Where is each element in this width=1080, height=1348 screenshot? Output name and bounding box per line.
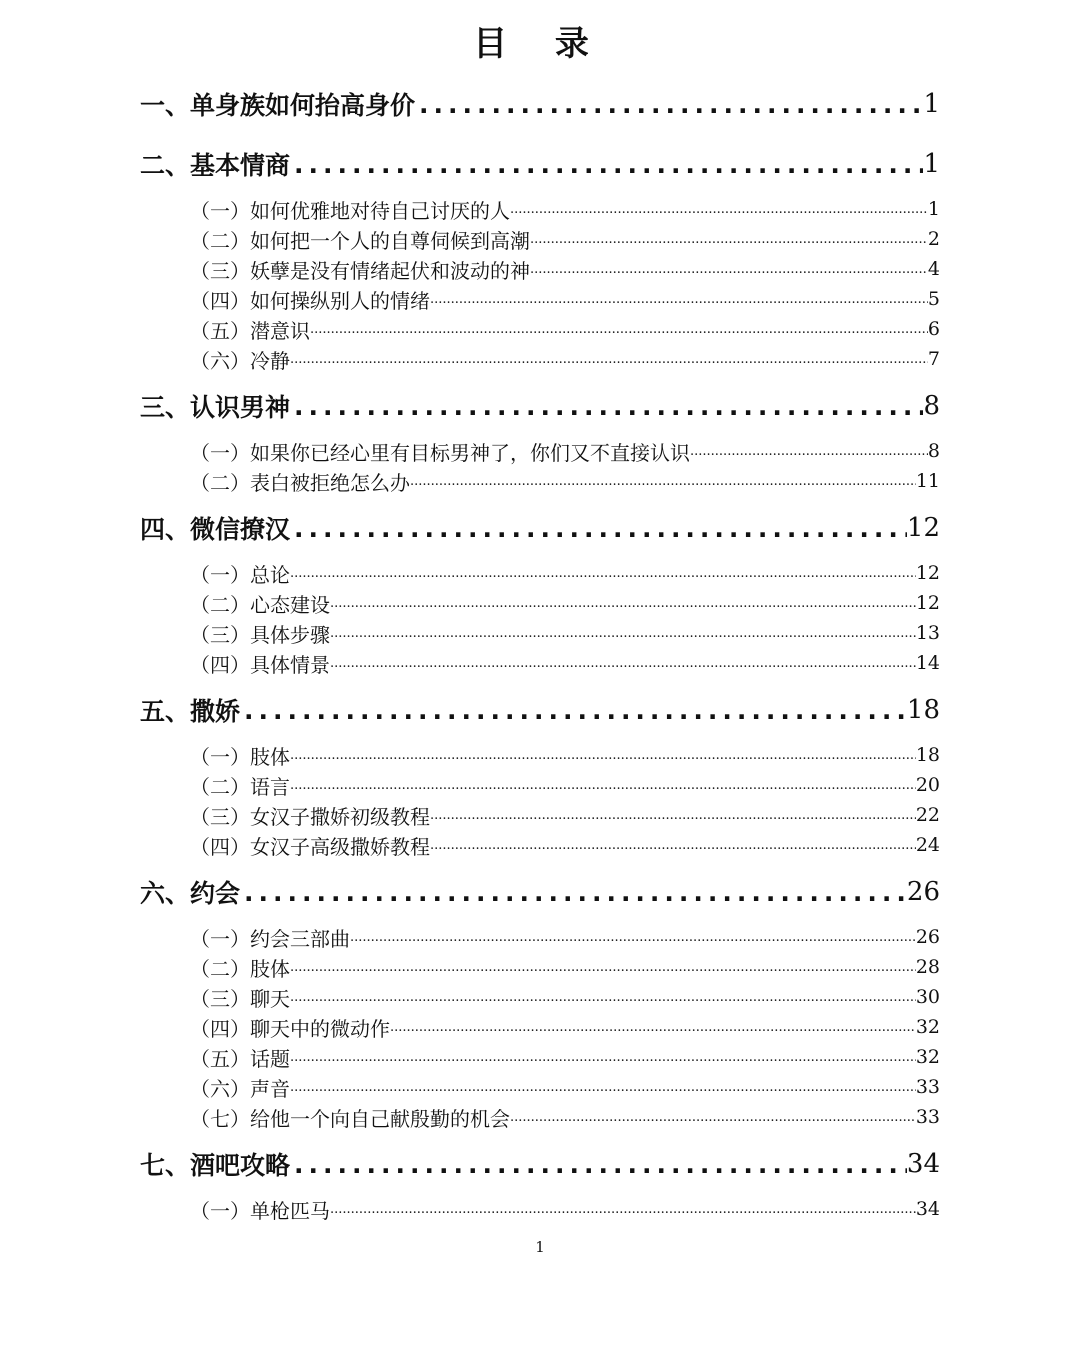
toc-dot-leader — [410, 474, 916, 489]
toc-subsection-label: （四）女汉子高级撒娇教程 — [190, 834, 430, 859]
toc-dot-leader — [290, 514, 907, 543]
toc-subsection-page: 2 — [927, 228, 940, 250]
toc-subsection-entry[interactable] — [140, 588, 940, 618]
toc-subsection-page: 32 — [915, 1016, 940, 1038]
toc-subsection-entry[interactable] — [140, 648, 940, 678]
toc-subsection-label: （三）女汉子撒娇初级教程 — [190, 804, 430, 829]
toc-subsection-label: （六）声音 — [190, 1076, 290, 1101]
toc-section — [140, 680, 940, 860]
toc-subsection-entry[interactable] — [140, 466, 940, 496]
toc-subsection-label: （六）冷静 — [190, 348, 290, 373]
toc-dot-leader — [690, 444, 928, 459]
toc-subsection-label: （一）约会三部曲 — [190, 926, 350, 951]
toc-subsection-page: 6 — [927, 318, 940, 340]
toc-subsection-label: （三）妖孽是没有情绪起伏和波动的神 — [190, 258, 530, 283]
toc-subsection-page: 26 — [915, 926, 940, 948]
toc-chapter-entry[interactable] — [140, 134, 940, 194]
toc-subsection-entry[interactable] — [140, 1012, 940, 1042]
toc-chapter-page: 12 — [906, 513, 940, 543]
toc-dot-leader — [510, 202, 928, 217]
toc-subsection-page: 12 — [915, 592, 940, 614]
toc-dot-leader — [330, 1202, 916, 1217]
toc-subsection-page: 12 — [915, 562, 940, 584]
toc-subsection-page: 7 — [927, 348, 940, 370]
page-number: 1 — [535, 1238, 545, 1256]
toc-dot-leader — [290, 566, 916, 581]
toc-chapter-label: 七、酒吧攻略 — [140, 1151, 291, 1180]
toc-subsection-label: （四）具体情景 — [190, 652, 330, 677]
toc-chapter-label: 四、微信撩汉 — [140, 515, 291, 544]
toc-dot-leader — [430, 808, 916, 823]
toc-section — [140, 74, 940, 134]
toc-subsection-entry[interactable] — [140, 952, 940, 982]
toc-subsection-label: （二）如何把一个人的自尊伺候到高潮 — [190, 228, 530, 253]
toc-subsection-page: 33 — [915, 1106, 940, 1128]
toc-subsection-entry[interactable] — [140, 830, 940, 860]
toc-subsection-page: 32 — [915, 1046, 940, 1068]
toc-dot-leader — [350, 930, 916, 945]
toc-subsection-label: （一）单枪匹马 — [190, 1198, 330, 1223]
toc-dot-leader — [240, 696, 907, 725]
toc-section — [140, 1134, 940, 1224]
toc-subsection-page: 14 — [915, 652, 940, 674]
toc-dot-leader — [510, 1110, 916, 1125]
toc-chapter-entry[interactable] — [140, 680, 940, 740]
toc-subsection-label: （二）心态建设 — [190, 592, 330, 617]
toc-dot-leader — [290, 778, 916, 793]
toc-subsection-list — [140, 1194, 940, 1224]
toc-dot-leader — [290, 392, 923, 421]
toc-chapter-entry[interactable] — [140, 498, 940, 558]
toc-dot-leader — [240, 878, 907, 907]
toc-subsection-entry[interactable] — [140, 740, 940, 770]
toc-dot-leader — [290, 1080, 916, 1095]
toc-dot-leader — [290, 352, 928, 367]
toc-chapter-page: 26 — [906, 877, 940, 907]
toc-subsection-label: （一）如何优雅地对待自己讨厌的人 — [190, 198, 510, 223]
toc-subsection-entry[interactable] — [140, 1194, 940, 1224]
toc-subsection-entry[interactable] — [140, 344, 940, 374]
toc-subsection-entry[interactable] — [140, 254, 940, 284]
toc-title: 目 录 — [473, 24, 607, 64]
toc-chapter-entry[interactable] — [140, 1134, 940, 1194]
toc-subsection-page: 20 — [915, 774, 940, 796]
toc-dot-leader — [330, 626, 916, 641]
toc-chapter-label: 二、基本情商 — [140, 151, 291, 180]
toc-subsection-entry[interactable] — [140, 922, 940, 952]
toc-chapter-label: 五、撒娇 — [140, 697, 241, 726]
toc-subsection-page: 13 — [915, 622, 940, 644]
toc-subsection-label: （一）肢体 — [190, 744, 290, 769]
toc-dot-leader — [290, 150, 923, 179]
toc-subsection-entry[interactable] — [140, 1102, 940, 1132]
toc-dot-leader — [290, 748, 916, 763]
toc-subsection-label: （四）如何操纵别人的情绪 — [190, 288, 430, 313]
toc-subsection-entry[interactable] — [140, 800, 940, 830]
toc-subsection-page: 11 — [915, 470, 940, 492]
toc-subsection-page: 24 — [915, 834, 940, 856]
toc-chapter-label: 一、单身族如何抬高身价 — [140, 91, 416, 120]
toc-subsection-label: （五）话题 — [190, 1046, 290, 1071]
toc-subsection-list — [140, 194, 940, 374]
toc-dot-leader — [290, 990, 916, 1005]
toc-subsection-entry[interactable] — [140, 314, 940, 344]
toc-subsection-label: （二）语言 — [190, 774, 290, 799]
toc-chapter-page: 1 — [923, 89, 940, 119]
toc-dot-leader — [290, 960, 916, 975]
toc-subsection-entry[interactable] — [140, 558, 940, 588]
toc-chapter-page: 18 — [906, 695, 940, 725]
toc-dot-leader — [330, 596, 916, 611]
toc-dot-leader — [415, 90, 923, 119]
toc-subsection-entry[interactable] — [140, 224, 940, 254]
toc-subsection-page: 33 — [915, 1076, 940, 1098]
toc-subsection-page: 34 — [915, 1198, 940, 1220]
toc-subsection-page: 4 — [927, 258, 940, 280]
toc-subsection-page: 8 — [927, 440, 940, 462]
toc-subsection-page: 28 — [915, 956, 940, 978]
toc-subsection-entry[interactable] — [140, 770, 940, 800]
toc-dot-leader — [390, 1020, 916, 1035]
toc-subsection-list — [140, 740, 940, 860]
toc-chapter-entry[interactable] — [140, 74, 940, 134]
toc-subsection-label: （一）如果你已经心里有目标男神了，你们又不直接认识 — [190, 440, 690, 465]
toc-section — [140, 498, 940, 678]
toc-chapter-label: 三、认识男神 — [140, 393, 291, 422]
toc-subsection-entry[interactable] — [140, 618, 940, 648]
toc-chapter-entry[interactable] — [140, 862, 940, 922]
toc-section — [140, 134, 940, 374]
toc-dot-leader — [290, 1150, 907, 1179]
toc-chapter-page: 8 — [923, 391, 940, 421]
toc-subsection-entry[interactable] — [140, 436, 940, 466]
toc-chapter-entry[interactable] — [140, 376, 940, 436]
toc-subsection-label: （二）表白被拒绝怎么办 — [190, 470, 410, 495]
toc-dot-leader — [290, 1050, 916, 1065]
toc-subsection-entry[interactable] — [140, 1042, 940, 1072]
toc-chapter-label: 六、约会 — [140, 879, 241, 908]
toc-subsection-entry[interactable] — [140, 982, 940, 1012]
toc-subsection-label: （三）具体步骤 — [190, 622, 330, 647]
toc-subsection-entry[interactable] — [140, 284, 940, 314]
toc-subsection-entry[interactable] — [140, 194, 940, 224]
toc-subsection-page: 30 — [915, 986, 940, 1008]
toc-subsection-label: （五）潜意识 — [190, 318, 310, 343]
toc-subsection-page: 5 — [927, 288, 940, 310]
toc-chapter-page: 1 — [923, 149, 940, 179]
toc-subsection-label: （三）聊天 — [190, 986, 290, 1011]
toc-subsection-list — [140, 922, 940, 1132]
toc-subsection-label: （四）聊天中的微动作 — [190, 1016, 390, 1041]
toc-dot-leader — [330, 656, 916, 671]
toc-dot-leader — [430, 838, 916, 853]
toc-subsection-entry[interactable] — [140, 1072, 940, 1102]
toc-subsection-label: （七）给他一个向自己献殷勤的机会 — [190, 1106, 510, 1131]
toc-dot-leader — [430, 292, 928, 307]
toc-subsection-list — [140, 436, 940, 496]
toc-dot-leader — [530, 232, 928, 247]
toc-subsection-page: 18 — [915, 744, 940, 766]
toc-dot-leader — [310, 322, 928, 337]
toc-subsection-list — [140, 558, 940, 678]
toc-subsection-page: 1 — [927, 198, 940, 220]
table-of-contents — [140, 74, 940, 1226]
toc-dot-leader — [530, 262, 928, 277]
toc-subsection-label: （二）肢体 — [190, 956, 290, 981]
toc-subsection-page: 22 — [915, 804, 940, 826]
toc-chapter-page: 34 — [906, 1149, 940, 1179]
toc-section — [140, 376, 940, 496]
toc-section — [140, 862, 940, 1132]
toc-subsection-label: （一）总论 — [190, 562, 290, 587]
